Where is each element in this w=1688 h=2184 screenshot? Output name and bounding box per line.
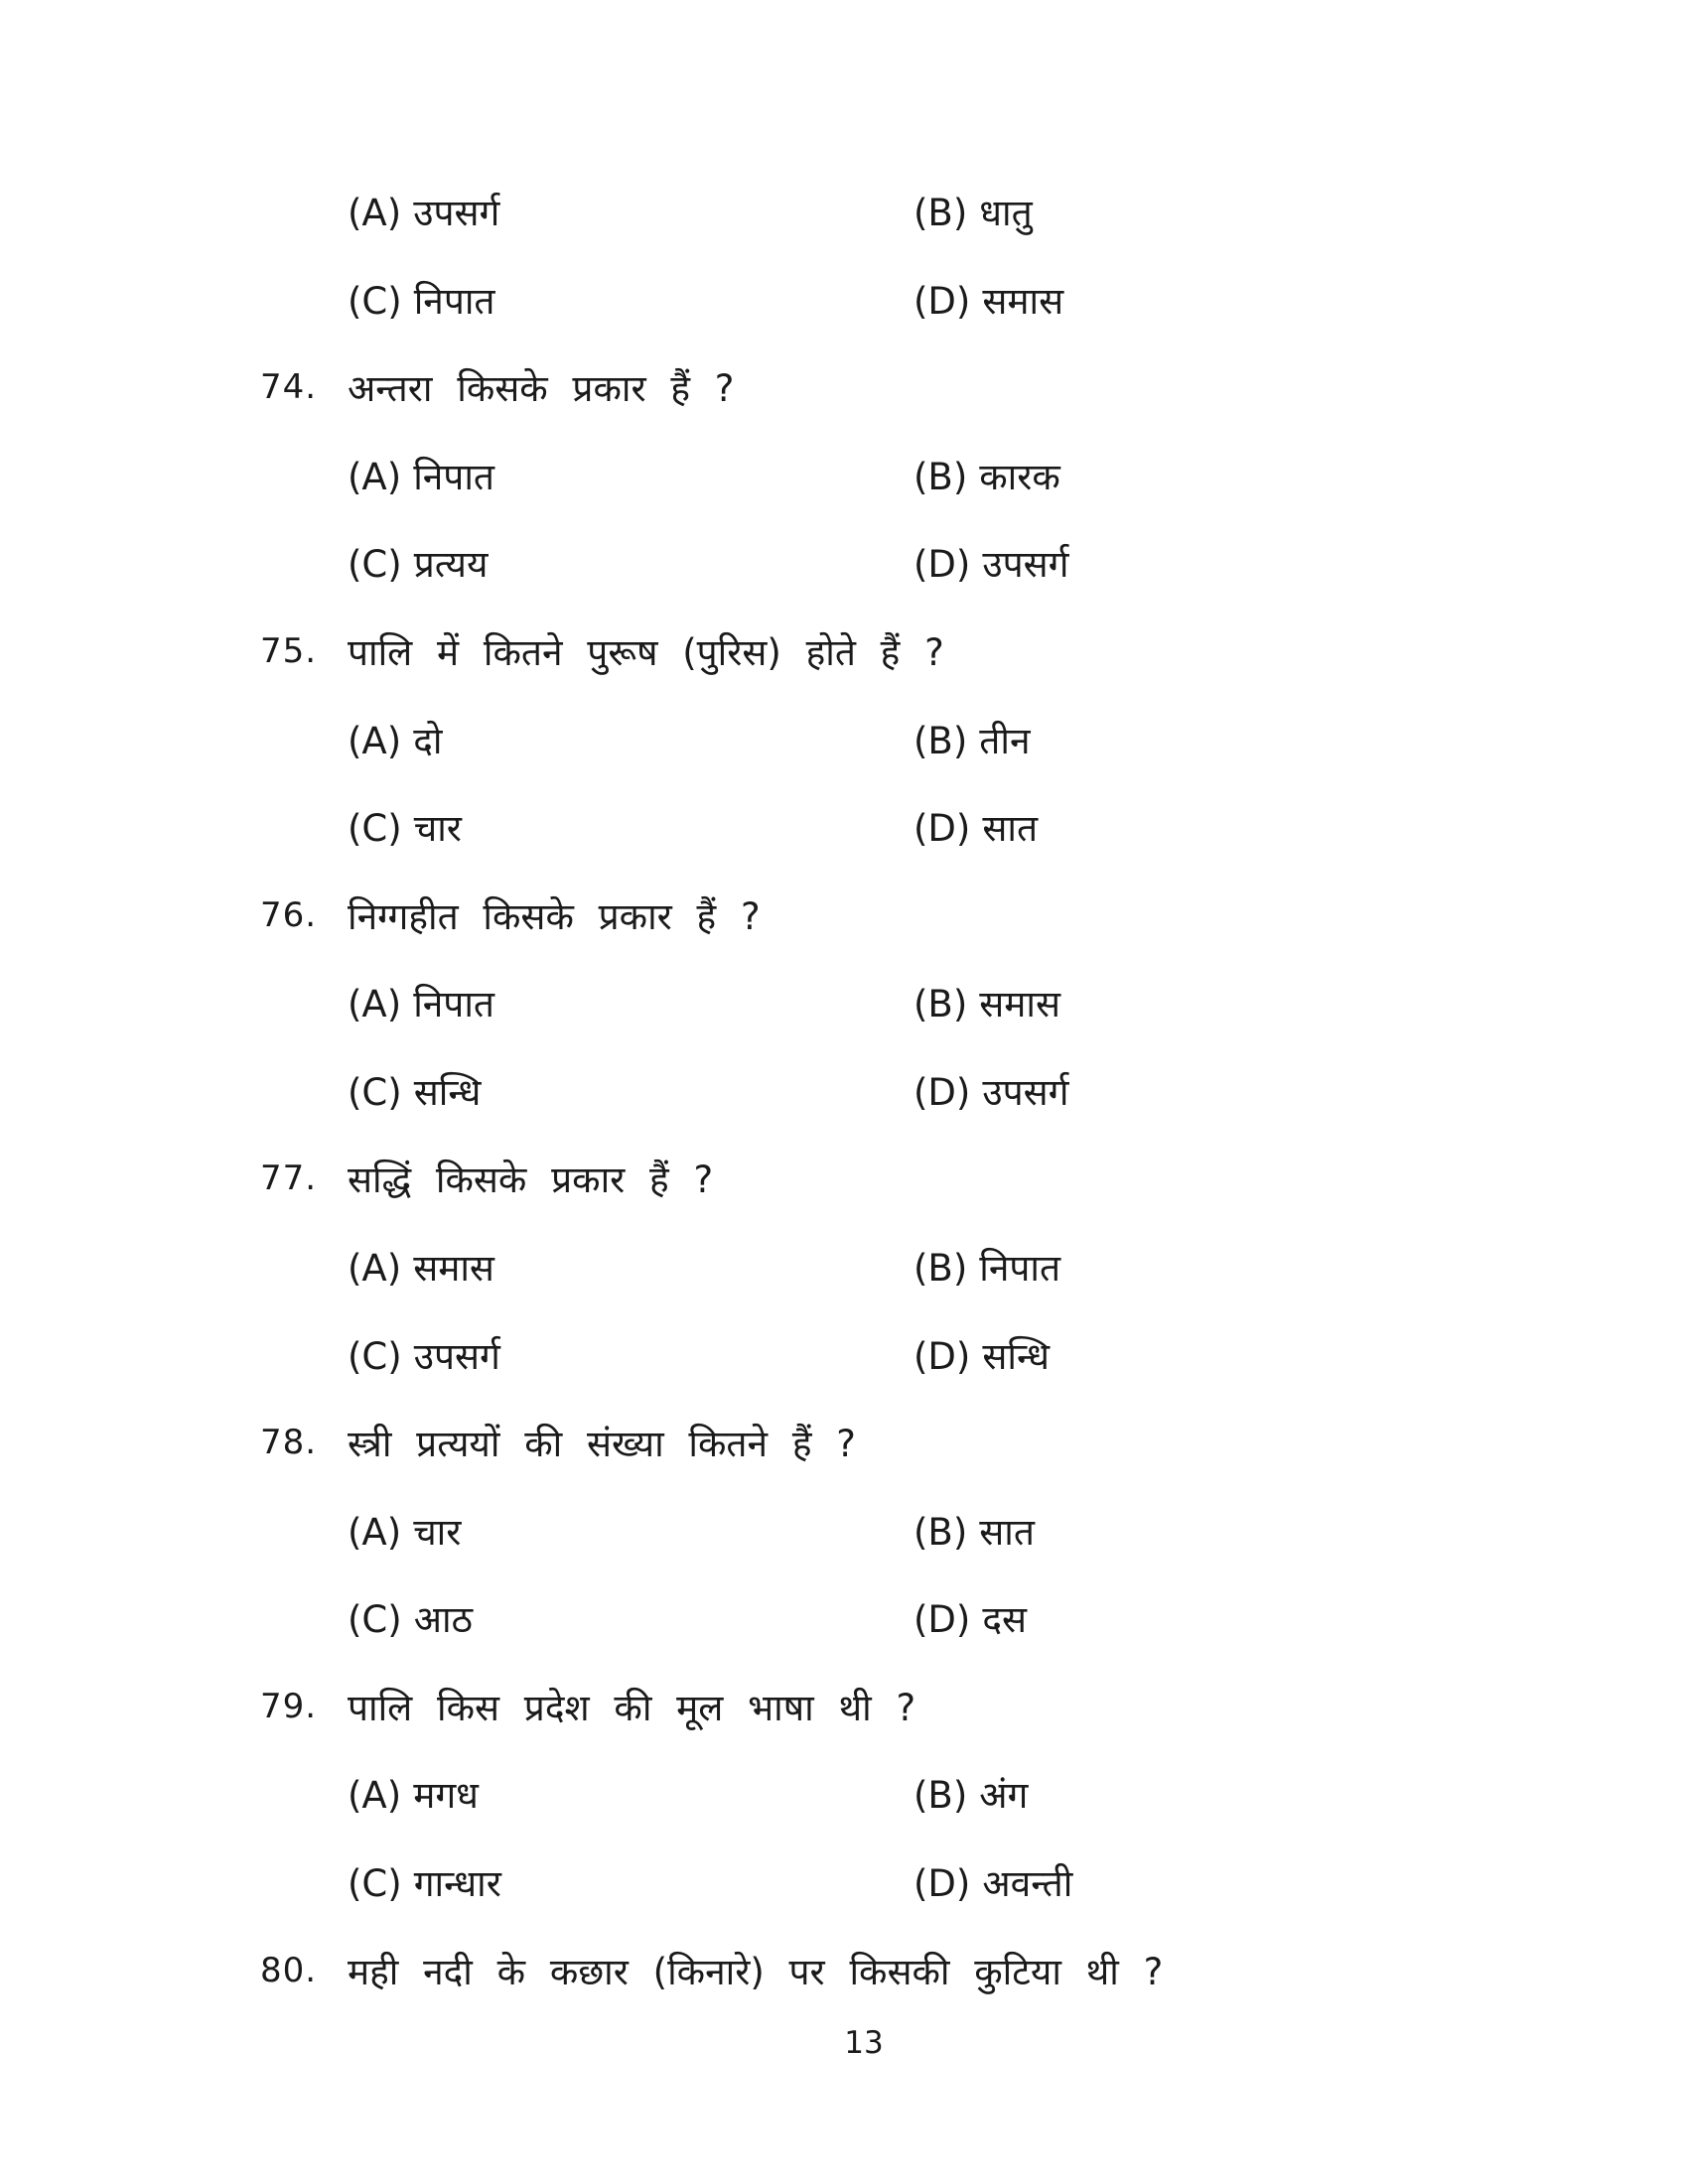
- option-c: [348, 279, 495, 325]
- option-text: उपसर्ग: [982, 543, 1069, 586]
- option-text: निपात: [413, 983, 494, 1025]
- option-text: प्रत्यय: [413, 543, 489, 586]
- option-b: [914, 719, 1030, 764]
- option-text: चार: [413, 1511, 462, 1554]
- question-row: [0, 1422, 1688, 1491]
- option-label: (A): [348, 192, 402, 234]
- option-text: समास: [413, 1247, 494, 1290]
- option-text: दस: [982, 1598, 1028, 1641]
- option-label: (D): [914, 543, 971, 586]
- option-a: [348, 1773, 479, 1819]
- option-label: (A): [348, 1511, 402, 1554]
- option-d: [914, 1597, 1027, 1643]
- question-number: 80.: [260, 1951, 318, 1990]
- question-number: 74.: [260, 367, 318, 407]
- option-row: [0, 191, 1688, 260]
- option-label: (D): [914, 1862, 971, 1905]
- option-label: (B): [914, 1247, 968, 1290]
- option-d: [914, 279, 1063, 325]
- question-number: 78.: [260, 1423, 318, 1462]
- option-label: (B): [914, 983, 968, 1025]
- option-row: [0, 1334, 1688, 1404]
- option-text: गान्धार: [413, 1862, 501, 1905]
- question-text: पालि किस प्रदेश की मूल भाषा थी ?: [348, 1687, 916, 1729]
- question-number: 75.: [260, 631, 318, 671]
- option-a: [348, 719, 442, 764]
- option-row: [0, 982, 1688, 1051]
- option-label: (B): [914, 1511, 968, 1554]
- option-b: [914, 455, 1060, 500]
- option-b: [914, 1246, 1060, 1292]
- option-label: (C): [348, 280, 402, 323]
- question-number: 79.: [260, 1687, 318, 1726]
- option-label: (C): [348, 1598, 402, 1641]
- option-label: (A): [348, 720, 402, 762]
- option-text: उपसर्ग: [413, 192, 500, 234]
- option-text: मगध: [413, 1774, 479, 1817]
- question-row: [0, 894, 1688, 964]
- option-b: [914, 982, 1060, 1027]
- option-text: अवन्ती: [982, 1862, 1073, 1905]
- option-text: सात: [982, 807, 1039, 850]
- question-row: [0, 1158, 1688, 1227]
- option-text: निपात: [413, 280, 495, 323]
- option-a: [348, 455, 494, 500]
- option-row: [0, 1246, 1688, 1315]
- option-label: (B): [914, 720, 968, 762]
- option-row: [0, 806, 1688, 876]
- option-c: [348, 542, 488, 588]
- option-text: उपसर्ग: [982, 1071, 1069, 1114]
- option-c: [348, 1597, 473, 1643]
- option-text: सन्धि: [413, 1071, 482, 1114]
- option-b: [914, 191, 1033, 236]
- question-text: अन्तरा किसके प्रकार हैं ?: [348, 367, 735, 410]
- option-text: समास: [982, 280, 1064, 323]
- option-text: धातु: [979, 192, 1033, 234]
- option-label: (C): [348, 807, 402, 850]
- question-text: पालि में कितने पुरूष (पुरिस) होते हैं ?: [348, 631, 944, 674]
- option-d: [914, 1070, 1069, 1116]
- question-text: सद्धिं किसके प्रकार हैं ?: [348, 1159, 714, 1201]
- option-label: (A): [348, 1774, 402, 1817]
- option-b: [914, 1773, 1028, 1819]
- page-number: 13: [844, 2025, 884, 2061]
- option-d: [914, 1334, 1050, 1380]
- option-label: (C): [348, 1862, 402, 1905]
- option-a: [348, 982, 494, 1027]
- option-text: निपात: [979, 1247, 1061, 1290]
- option-d: [914, 1861, 1072, 1907]
- option-text: अंग: [979, 1774, 1029, 1817]
- option-label: (C): [348, 1071, 402, 1114]
- question-row: [0, 1950, 1688, 2019]
- option-label: (A): [348, 1247, 402, 1290]
- option-text: उपसर्ग: [413, 1335, 500, 1378]
- question-text: निग्गहीत किसके प्रकार हैं ?: [348, 895, 761, 938]
- option-label: (D): [914, 807, 971, 850]
- option-row: [0, 1597, 1688, 1667]
- option-a: [348, 1510, 461, 1556]
- option-text: निपात: [413, 456, 494, 498]
- option-label: (B): [914, 1774, 968, 1817]
- question-number: 77.: [260, 1159, 318, 1198]
- option-d: [914, 542, 1069, 588]
- option-text: समास: [979, 983, 1060, 1025]
- question-row: [0, 630, 1688, 700]
- option-b: [914, 1510, 1035, 1556]
- option-d: [914, 806, 1038, 852]
- question-number: 76.: [260, 895, 318, 935]
- option-label: (D): [914, 1598, 971, 1641]
- option-row: [0, 1070, 1688, 1140]
- option-label: (B): [914, 192, 968, 234]
- option-a: [348, 191, 499, 236]
- option-text: तीन: [979, 720, 1031, 762]
- option-row: [0, 1510, 1688, 1579]
- option-text: आठ: [413, 1598, 474, 1641]
- option-c: [348, 806, 462, 852]
- option-c: [348, 1861, 501, 1907]
- option-row: [0, 279, 1688, 348]
- option-label: (B): [914, 456, 968, 498]
- option-label: (C): [348, 1335, 402, 1378]
- option-row: [0, 542, 1688, 612]
- question-text: मही नदी के कछार (किनारे) पर किसकी कुटिया थी ?: [348, 1951, 1164, 1993]
- option-label: (D): [914, 1071, 971, 1114]
- option-row: [0, 719, 1688, 788]
- question-text: स्त्री प्रत्ययों की संख्या कितने हैं ?: [348, 1423, 856, 1465]
- option-row: [0, 455, 1688, 524]
- option-text: दो: [413, 720, 443, 762]
- option-text: सात: [979, 1511, 1035, 1554]
- option-row: [0, 1861, 1688, 1931]
- option-text: कारक: [979, 456, 1060, 498]
- option-a: [348, 1246, 494, 1292]
- option-label: (C): [348, 543, 402, 586]
- option-text: चार: [413, 807, 462, 850]
- option-label: (D): [914, 1335, 971, 1378]
- option-text: सन्धि: [982, 1335, 1050, 1378]
- question-row: [0, 366, 1688, 436]
- option-label: (A): [348, 983, 402, 1025]
- option-row: [0, 1773, 1688, 1843]
- question-row: [0, 1686, 1688, 1755]
- option-c: [348, 1334, 500, 1380]
- option-label: (D): [914, 280, 971, 323]
- option-c: [348, 1070, 481, 1116]
- option-label: (A): [348, 456, 402, 498]
